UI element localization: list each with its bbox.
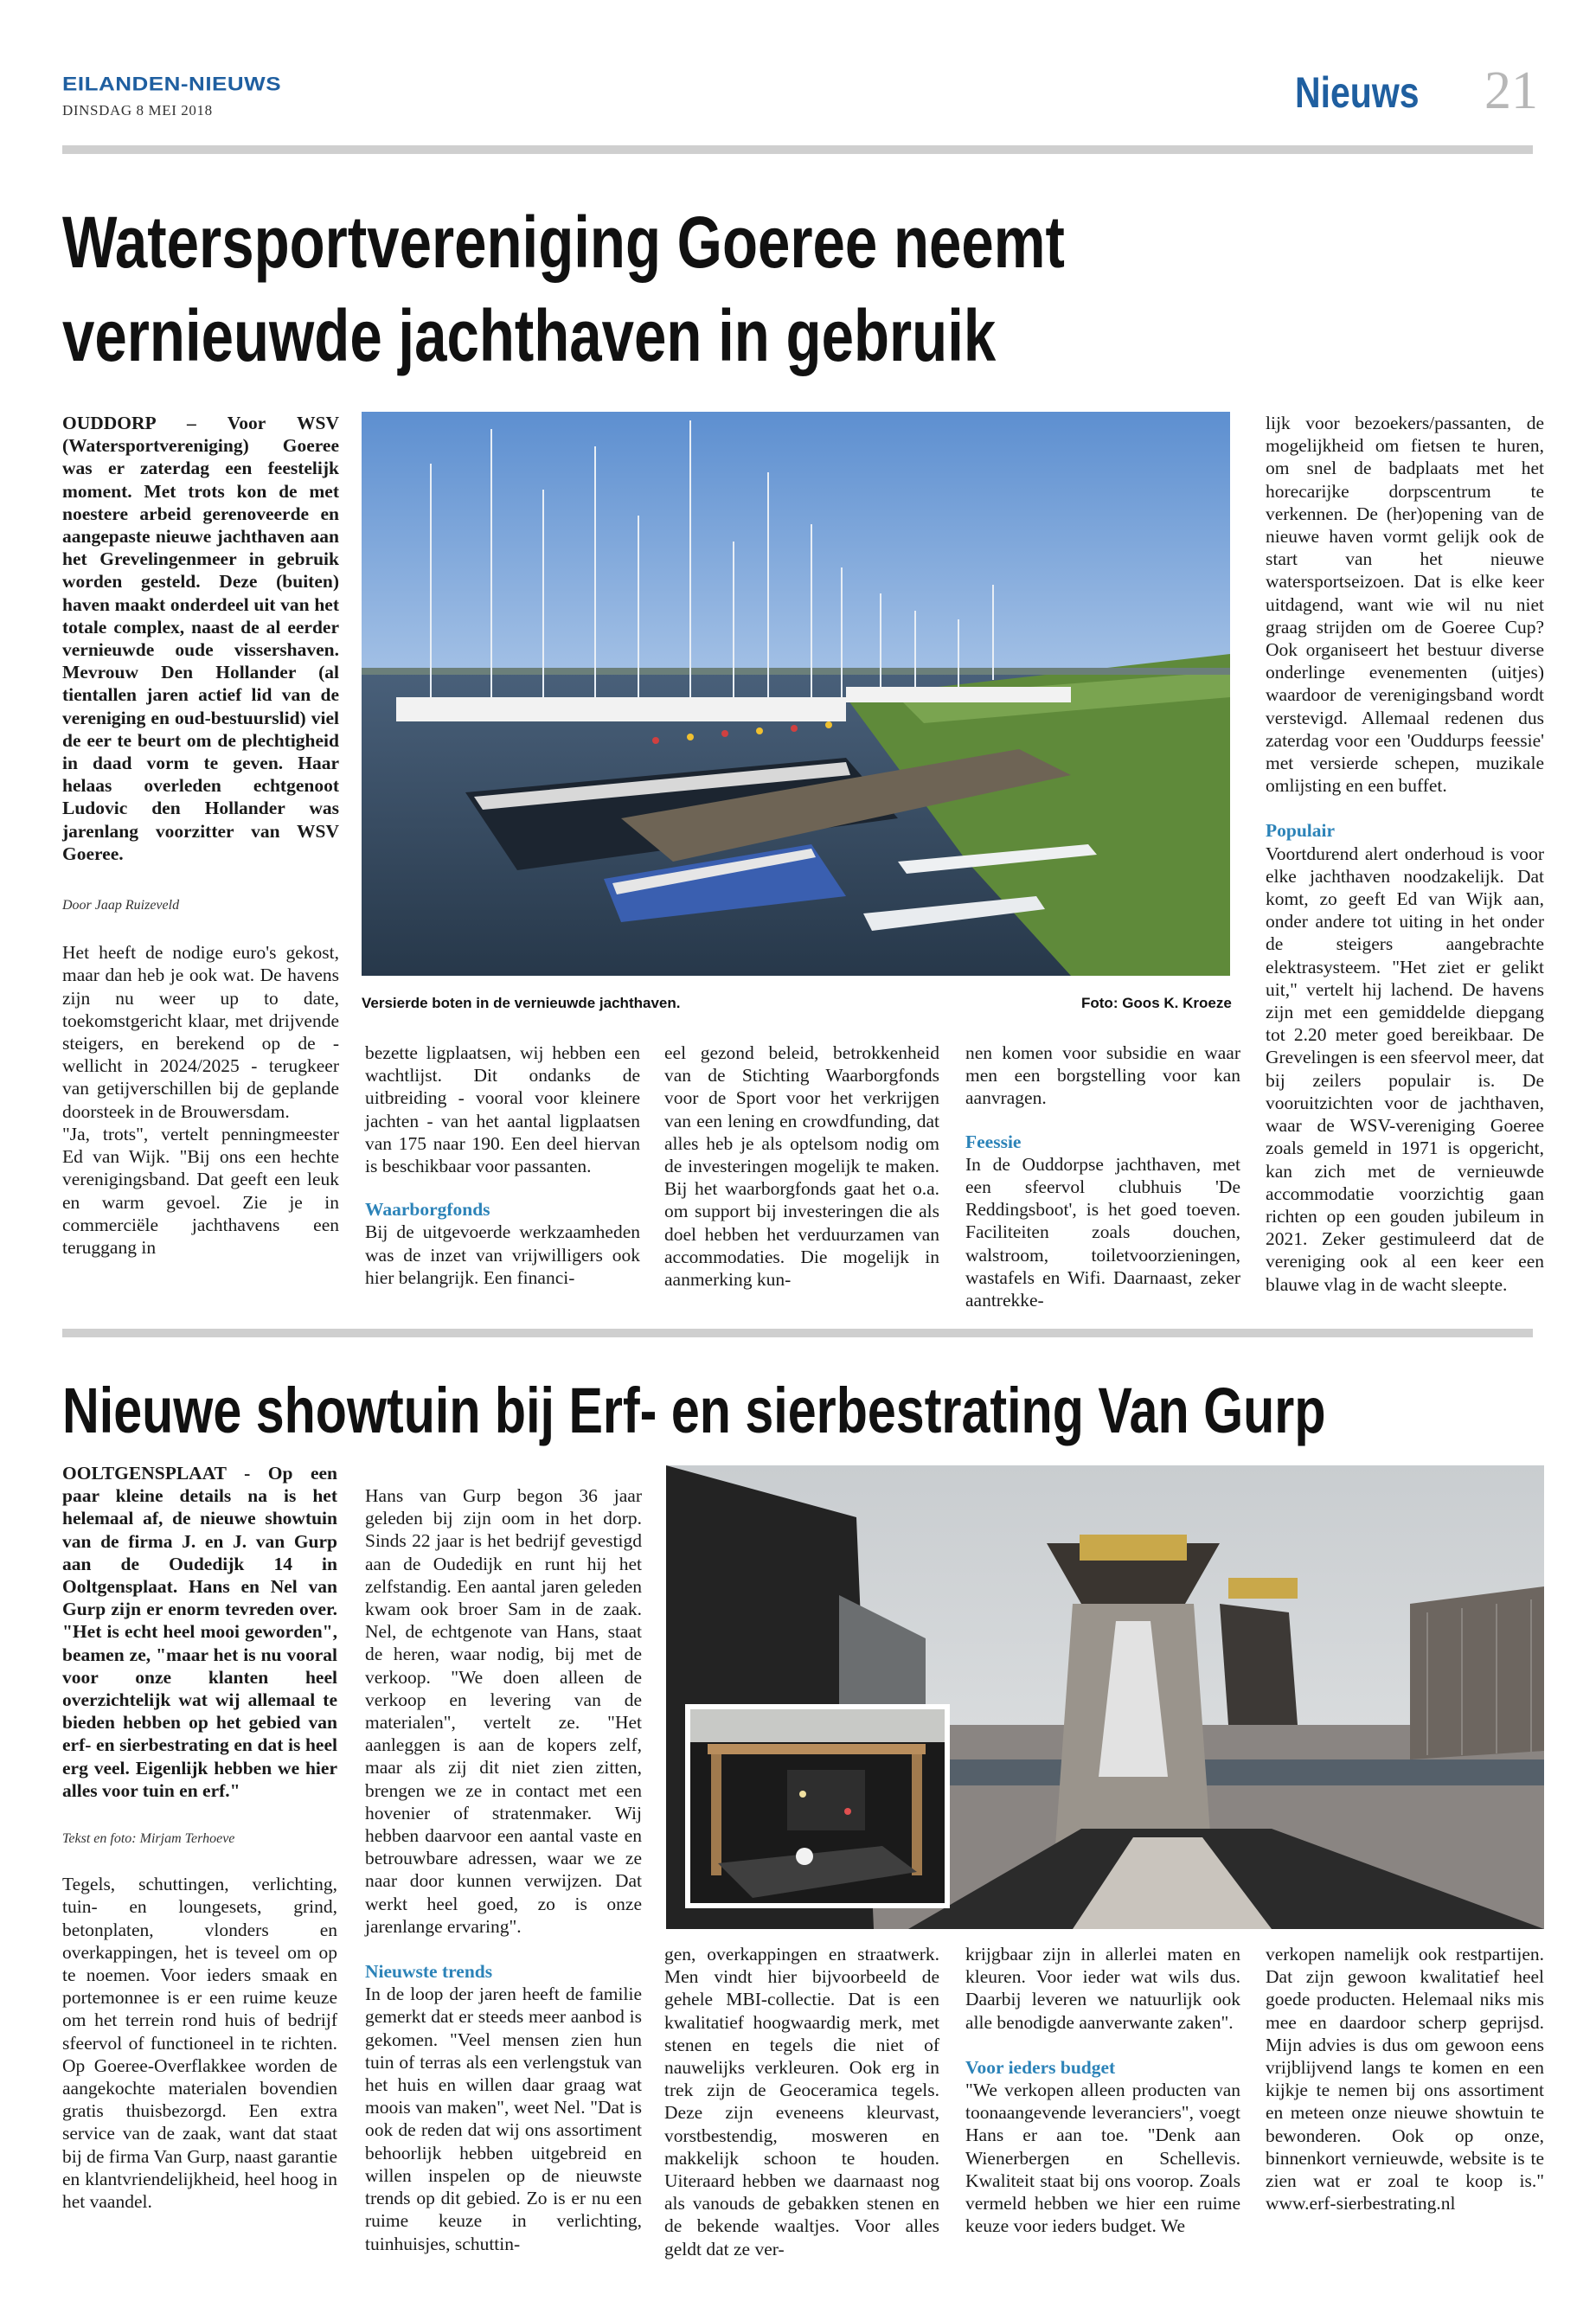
- article1-column-5: [1266, 412, 1544, 1296]
- article1-photo-credit: Foto: Goos K. Kroeze: [1081, 995, 1232, 1011]
- article1-headline-line1: Watersportvereniging Goeree neemt: [62, 202, 1065, 283]
- article1-byline: Door Jaap Ruizeveld: [62, 898, 180, 913]
- header-rule: [62, 145, 1533, 154]
- article2-column-4: [965, 1943, 1240, 2237]
- article2-byline: Tekst en foto: Mirjam Terhoeve: [62, 1831, 235, 1847]
- harbour-photo: [362, 412, 1230, 976]
- article2-column-3: [664, 1943, 939, 2260]
- article1-column-2: [365, 1042, 640, 1289]
- article2-lead: OOLTGENSPLAAT - Op een paar kleine details na is het helemaal af, de nieuwe showtuin van de firma J. en J. van Gurp aan de Oudedijk 14 in Ooltgensplaat. Hans en Nel van Gurp zijn er enorm tevreden over. "Het is echt heel mooi geworden", beamen ze, "maar het is nu vooral voor onze klanten heel overzichtelijk wat wij allemaal te bieden hebben op het gebied van erf- en sierbestrating en dat is heel erg veel. Eigenlijk hebben we hier alles voor tuin en erf.": [62, 1463, 337, 1801]
- article1-col5-paragraph: Voortdurend alert onderhoud is voor elke jachthaven noodzakelijk. Dat komt, zo geeft Ed van Wijk aan, onder andere tot uiting in het onder de steigers aangebrachte elektrasysteem. "Het ziet er gelikt uit," vertelt hij lachend. De havens zijn met een gemiddelde diepgang tot 2.20 meter goed bereikbaar. De Grevelingen is een sfeervol meer, dat bij zeilers populair is. De vooruitzichten voor de jachthaven, waar de WSV-vereniging Goeree zoals gemeld in 1971 is opgericht, kan zich met de vernieuwde accommodatie voorzichtig gaan richten op een gouden jubileum in 2021. Zeker gestimuleerd dat de vereniging ook al een keer een blauwe vlag in de wacht sleepte.: [1266, 843, 1544, 1295]
- issue-date: DINSDAG 8 MEI 2018: [62, 102, 213, 119]
- article1-subheading-feessie: Feessie: [965, 1131, 1022, 1152]
- article1-photo-caption: Versierde boten in de vernieuwde jachthaven.: [362, 995, 681, 1011]
- article1-col4-paragraph: In de Ouddorpse jachthaven, met een sfeervol clubhuis 'De Reddingsboot', is het goed toeven. Faciliteiten zoals douchen, walstroom, toiletvoorzieningen, wastafels en Wifi. Daarnaast, zeker aantrekke-: [965, 1153, 1240, 1311]
- article2-col5-paragraph: verkopen namelijk ook restpartijen. Dat zijn gewoon kwalitatief heel goede producten. Helemaal niks mis mee en daardoor scherp geprijsd. Mijn advies is dus om gewoon eens vrijblijvend langs te komen en een kijkje te nemen bij ons assortiment en meteen onze nieuwe showtuin te bewonderen. Ook op onze, binnenkort vernieuwde, website is te zien wat er zoal te koop is." www.erf-sierbestrating.nl: [1266, 1944, 1544, 2214]
- article1-col2-paragraph: bezette ligplaatsen, wij hebben een wachtlijst. Dit ondanks de uitbreiding - vooral voor kleinere jachten - van het aantal ligplaatsen van 175 naar 190. Een deel hiervan is beschikbaar voor passanten.: [365, 1042, 640, 1177]
- article2-subheading-voor-ieders-budget: Voor ieders budget: [965, 2056, 1116, 2078]
- article2-column-1: [62, 1462, 337, 2213]
- article1-column-4: [965, 1042, 1240, 1311]
- page-number: 21: [1484, 61, 1538, 120]
- article2-headline: Nieuwe showtuin bij Erf- en sierbestrating Van Gurp: [62, 1375, 1326, 1446]
- article2-col2-paragraph: Hans van Gurp begon 36 jaar geleden bij zijn oom in het dorp. Sinds 22 jaar is het bedrijf gevestigd aan de Oudedijk en runt hij het zelfstandig. Een aantal jaren geleden kwam ook broer Sam in de zaak. Nel, de echtgenote van Hans, staat de heren, waar nodig, bij met de verkoop. "We doen alleen de verkoop en levering van de materialen", vertelt ze. "Het aanleggen is aan de kopers zelf, maar als zij dit niet zien zitten, brengen we ze in contact met een hovenier of stratenmaker. Wij hebben daarvoor een aantal vaste en betrouwbare adressen, waar we ze naar door kunnen verwijzen. Dat werkt heel goed, zo is onze jarenlange ervaring".: [365, 1485, 642, 1937]
- article2-col4-paragraph: krijgbaar zijn in allerlei maten en kleuren. Voor ieder wat wils dus. Daarbij leveren we natuurlijk ook alle benodigde aanverwante zaken".: [965, 1944, 1240, 2033]
- article1-col4-paragraph: nen komen voor subsidie en waar men een borgstelling voor kan aanvragen.: [965, 1042, 1240, 1109]
- article1-col2-paragraph: Bij de uitgevoerde werkzaamheden was de inzet van vrijwilligers ook hier belangrijk. Een financi-: [365, 1221, 640, 1288]
- newspaper-logo: EILANDEN-NIEUWS: [62, 73, 282, 95]
- showroom-photo: [666, 1465, 1544, 1929]
- section-title: Nieuws: [1295, 68, 1420, 117]
- article2-col3-paragraph: gen, overkappingen en straatwerk. Men vindt hier bijvoorbeeld de gehele MBI-collectie. Dat is een kwalitatief hoogwaardig merk, met stenen en tegels die niet of nauwelijks verkleuren. Ook erg in trek zijn de Geoceramica tegels. Deze zijn eveneens kleurvast, vorstbestendig, mosweren en makkelijk schoon te houden. Uiteraard hebben we daarnaast nog als vanouds de gebakken stenen en de bekende waaltjes. Voor alles geldt dat ze ver-: [664, 1944, 939, 2259]
- article2-column-5: [1266, 1943, 1544, 2214]
- article-divider: [62, 1329, 1533, 1337]
- article1-col1-paragraph: "Ja, trots", vertelt penningmeester Ed van Wijk. "Bij ons een hechte verenigingsband. Dat geeft een leuk en warm gevoel. Zie je in commerciële jachthavens een teruggang in: [62, 1123, 339, 1258]
- showroom-photo-image: [666, 1465, 1544, 1929]
- article1-lead: OUDDORP – Voor WSV (Watersportvereniging) Goeree was er zaterdag een feestelijk moment. Met trots kon de met noestere arbeid gerenoveerde en aangepaste nieuwe jachthaven aan het Grevelingenmeer in gebruik worden gesteld. Deze (buiten) haven maakt onderdeel uit van het totale complex, naast de al eerder vernieuwde oude vissershaven. Mevrouw Den Hollander (al tientallen jaren actief lid van de vereniging en oud-bestuurslid) viel de eer te beurt om de plechtigheid in daad vorm te geven. Haar helaas overleden echtgenoot Ludovic den Hollander was jarenlang voorzitter van WSV Goeree.: [62, 413, 339, 864]
- article1-col5-paragraph: lijk voor bezoekers/passanten, de mogelijkheid om fietsen te huren, om snel de badplaats met het horecarijke dorpscentrum te verkennen. De (her)opening van de nieuwe haven vormt gelijk ook de start van het nieuwe watersportseizoen. Dat is elke keer uitdagend, want wie wil nu niet graag strijden om de Goeree Cup? Ook organiseert het bestuur diverse onderlinge evenementen (uitjes) waardoor de verenigingsband wordt verstevigd. Allemaal redenen dus zaterdag voor een 'Ouddurps feessie' met versierde schepen, muzikale omlijsting en een buffet.: [1266, 413, 1544, 797]
- article1-column-1: [62, 412, 339, 1259]
- article2-col2-paragraph: In de loop der jaren heeft de familie gemerkt dat er steeds meer aanbod is gekomen. "Veel mensen zien hun tuin of terras als een verlengstuk van het huis en willen daar graag wat moois van maken", weet Nel. "Dat is ook de reden dat wij ons assortiment behoorlijk hebben uitgebreid en willen inspelen op de nieuwste trends op dit gebied. Zo is er nu een ruime keuze in verlichting, tuinhuisjes, schuttin-: [365, 1984, 642, 2254]
- article1-col3-paragraph: eel gezond beleid, betrokkenheid van de Stichting Waarborgfonds voor de Sport voor het verkrijgen van een lening en crowdfunding, dat alles heb je als optelsom nodig om de investeringen mogelijk te maken. Bij het waarborgfonds gaat het o.a. om support bij investeringen die als doel hebben het verduurzamen van accommodaties. Die mogelijk in aanmerking kun-: [664, 1042, 939, 1291]
- article2-col4-paragraph: "We verkopen alleen producten van toonaangevende leveranciers", voegt Hans er aan toe. "Denk aan Wienerbergen en Schellevis. Kwaliteit staat bij ons voorop. Zoals vermeld hebben we hier een ruime keuze voor ieders budget. We: [965, 2080, 1240, 2237]
- harbour-photo-image: [362, 412, 1230, 976]
- article2-col1-paragraph: Tegels, schuttingen, verlichting, tuin- en loungesets, grind, betonplaten, vlonders en overkappingen, het is teveel om op te noemen. Voor ieders smaak en portemonnee is er een ruime keuze om het terrein rond huis of bedrijf sfeervol of functioneel in te richten. Op Goeree-Overflakkee worden de aangekochte materialen bovendien gratis thuisbezorgd. Een extra service van de zaak, want dat staat bij de firma Van Gurp, naast garantie en klantvriendelijkheid, heel hoog in het vaandel.: [62, 1874, 337, 2213]
- article1-col1-paragraph: Het heeft de nodige euro's gekost, maar dan heb je ook wat. De havens zijn nu weer up to date, toekomstgericht klaar, met drijvende steigers, en berekend op de - wellicht in 2024/2025 - terugkeer van getijverschillen bij de geplande doorsteek in de Brouwersdam.: [62, 942, 339, 1122]
- article1-subheading-waarborgfonds: Waarborgfonds: [365, 1199, 490, 1221]
- article1-headline-line2: vernieuwde jachthaven in gebruik: [62, 295, 997, 376]
- article1-column-3: [664, 1042, 939, 1291]
- article2-column-2: [365, 1484, 642, 2255]
- article1-subheading-populair: Populair: [1266, 820, 1336, 842]
- article2-subheading-nieuwste-trends: Nieuwste trends: [365, 1961, 493, 1983]
